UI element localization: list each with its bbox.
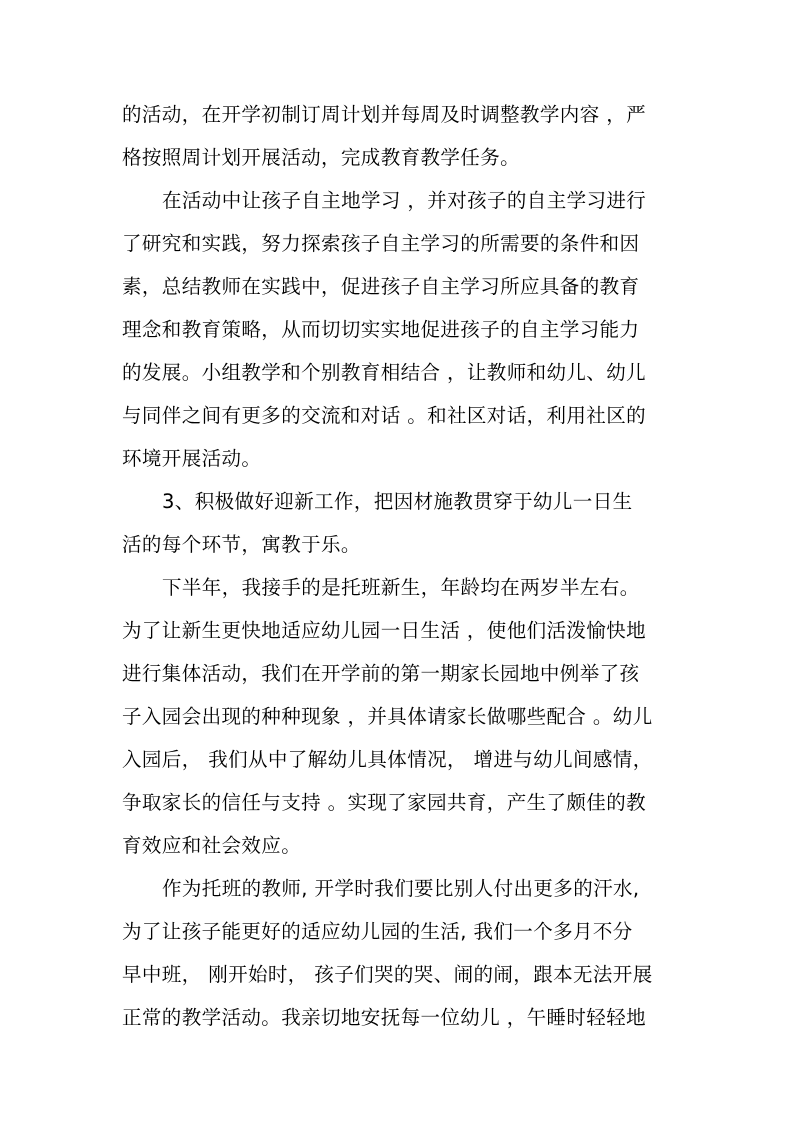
text-line: 早中班， 刚开始时， 孩子们哭的哭、闹的闹，跟本无法开展 [122,963,653,986]
text-line: 进行集体活动，我们在开学前的第一期家长园地中例举了孩 [122,662,640,685]
text-line: 入园后， 我们从中了解幼儿具体情况， 增进与幼儿间感情， [122,748,653,771]
text-line: 的发展。小组教学和个别教育相结合 ，让教师和幼儿、幼儿 [122,361,646,384]
text-line: 环境开展活动。 [122,447,262,470]
text-line: 理念和教育策略，从而切切实实地促进孩子的自主学习能力 [122,318,640,341]
paragraph-first-line: 在活动中让孩子自主地学习 ，并对孩子的自主学习进行 [162,189,647,212]
paragraph-first-line: 3、积极做好迎新工作，把因材施教贯穿于幼儿一日生 [162,490,633,513]
text-line: 为了让孩子能更好的适应幼儿园的生活, 我们一个多月不分 [122,920,633,943]
text-line: 活的每个环节，寓教于乐。 [122,533,361,556]
text-line: 为了让新生更快地适应幼儿园一日生活 ，使他们活泼愉快地 [122,619,646,642]
paragraph-first-line: 作为托班的教师, 开学时我们要比别人付出更多的汗水, [162,877,640,900]
paragraph-first-line: 下半年，我接手的是托班新生，年龄均在两岁半左右。 [162,576,640,599]
text-line: 育效应和社会效应。 [122,834,302,857]
text-line: 格按照周计划开展活动，完成教育教学任务。 [122,146,521,169]
text-line: 素，总结教师在实践中，促进孩子自主学习所应具备的教育 [122,275,640,298]
text-line: 子入园会出现的种种现象 ，并具体请家长做哪些配合 。幼儿 [122,705,653,728]
text-line: 与同伴之间有更多的交流和对话 。和社区对话，利用社区的 [122,404,646,427]
text-line: 争取家长的信任与支持 。实现了家园共育，产生了颇佳的教 [122,791,646,814]
text-line: 了研究和实践，努力探索孩子自主学习的所需要的条件和因 [122,232,640,255]
text-line: 的活动，在开学初制订周计划并每周及时调整教学内容 ，严 [122,103,646,126]
text-line: 正常的教学活动。我亲切地安抚每一位幼儿 ，午睡时轻轻地 [122,1006,646,1029]
